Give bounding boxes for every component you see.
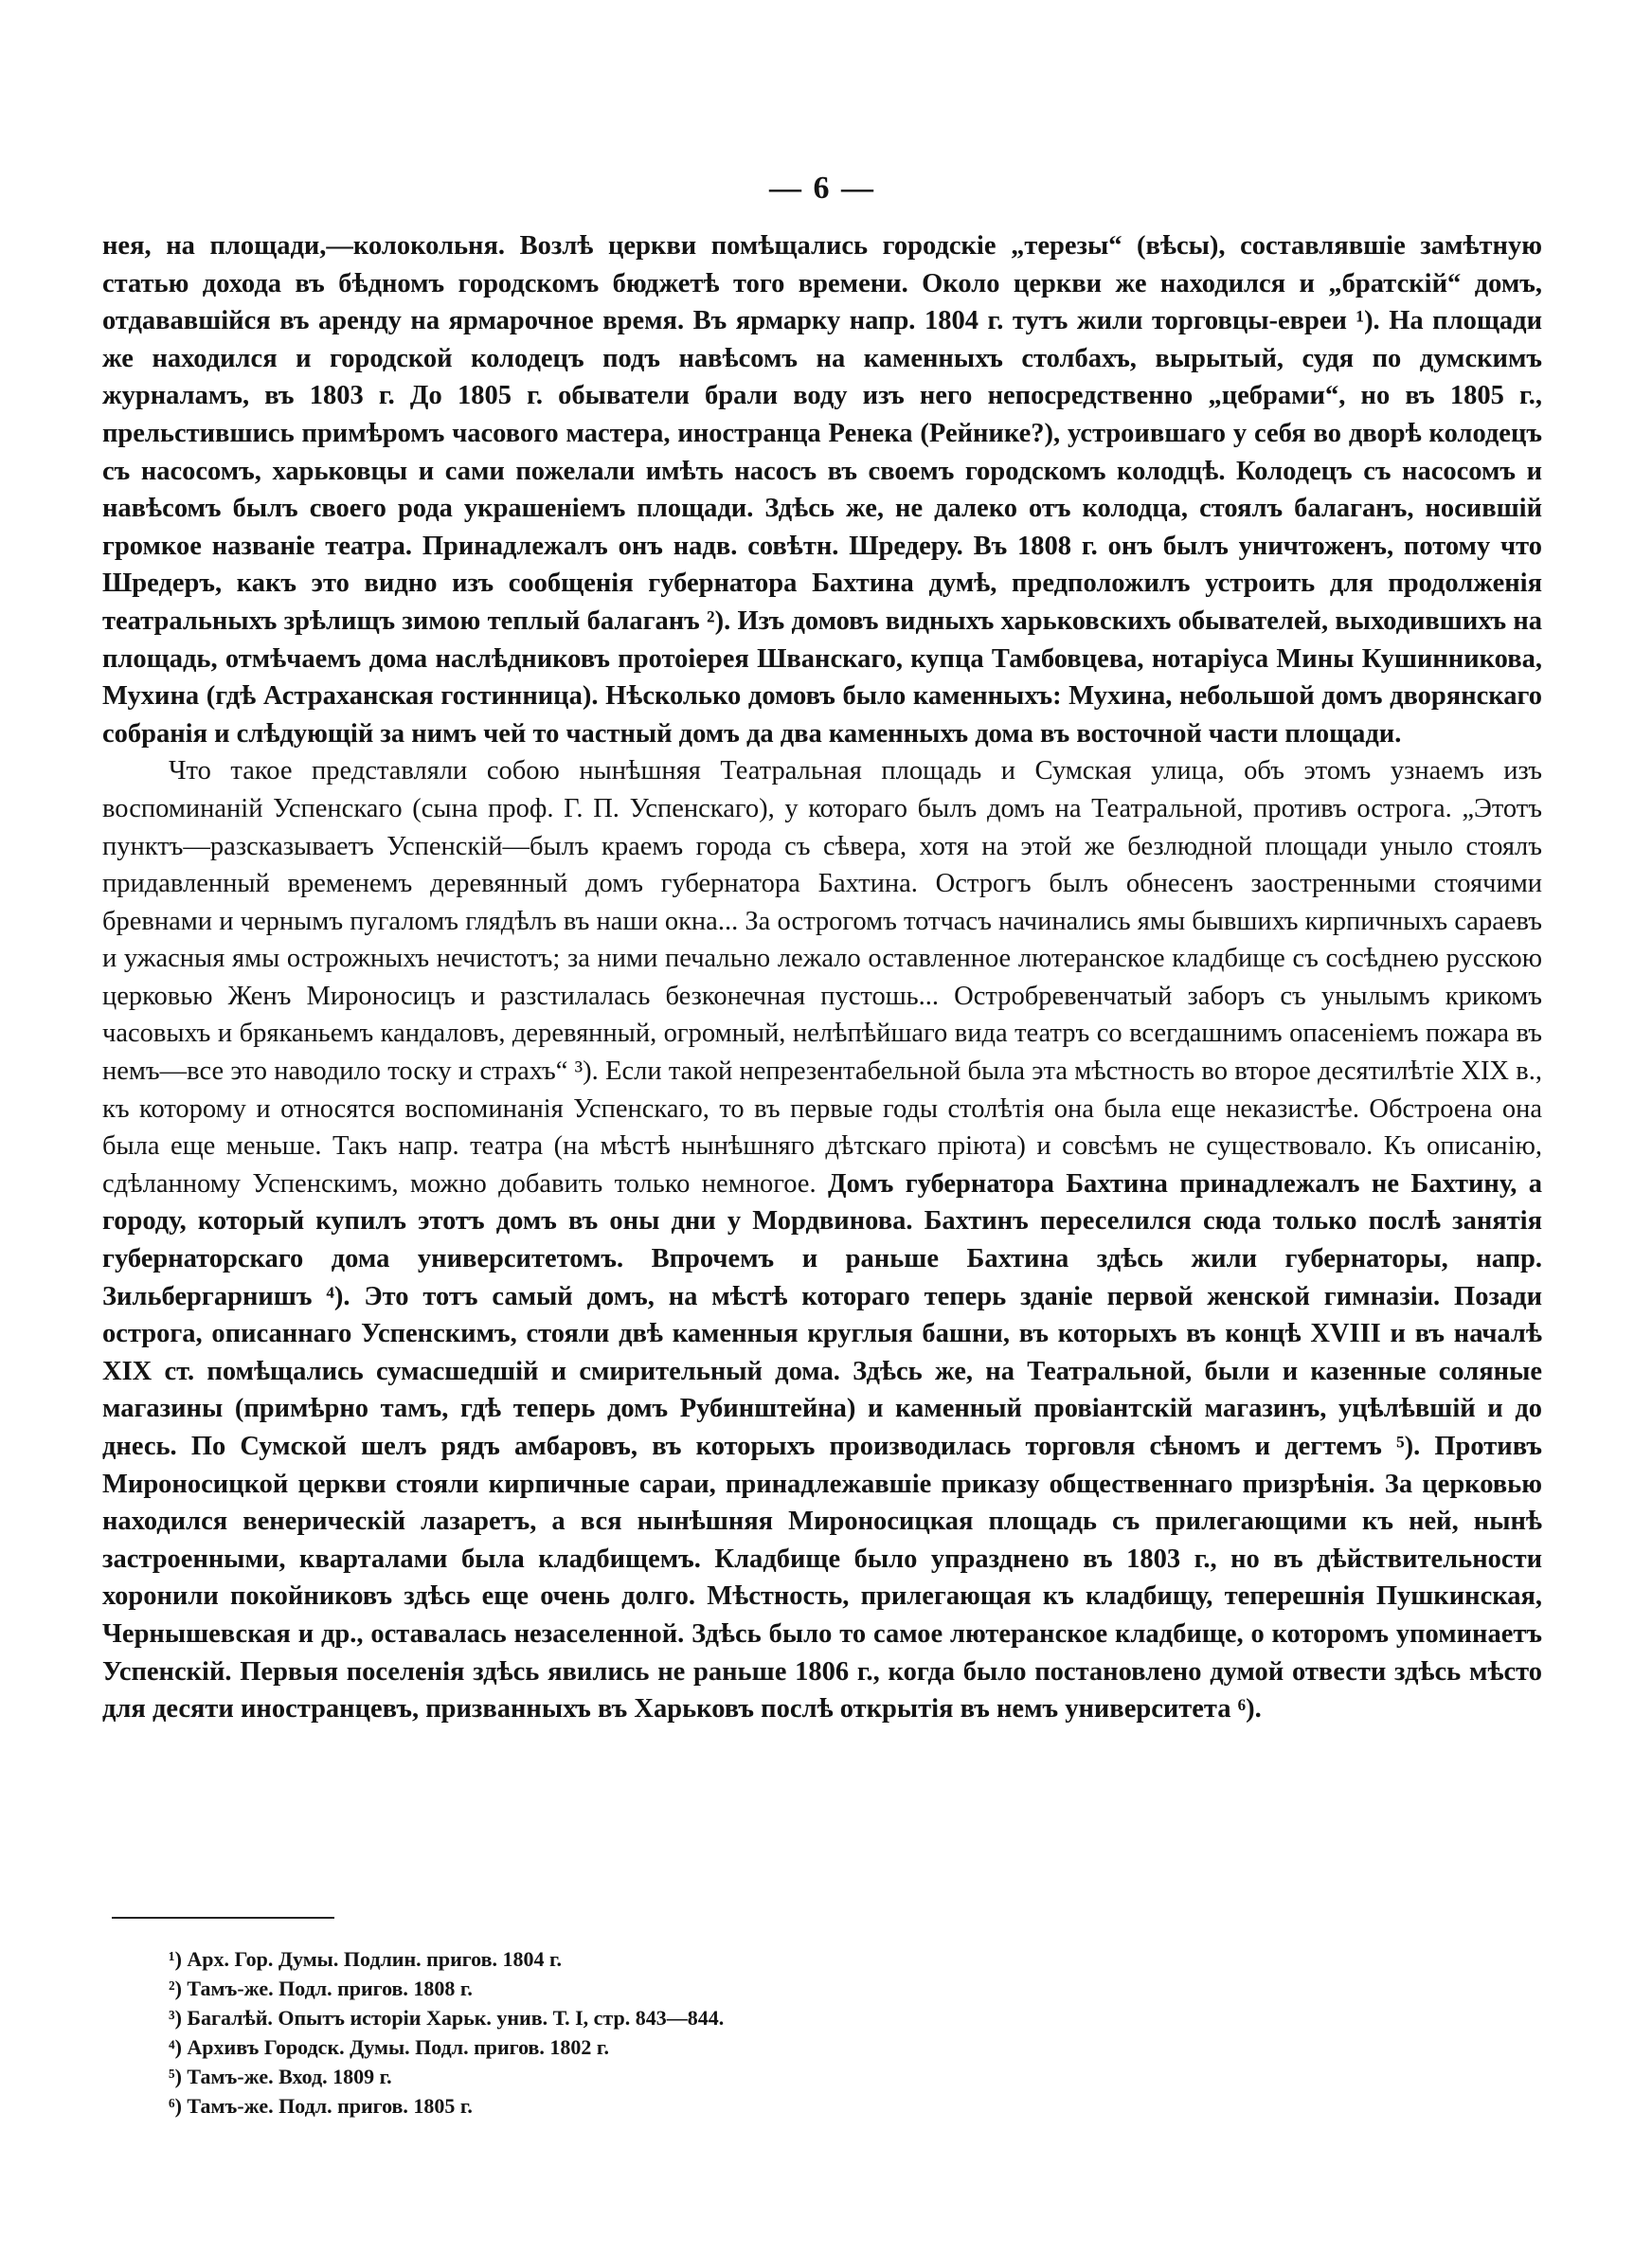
- footnote-6: ⁶) Тамъ-же. Подл. пригов. 1805 г.: [169, 2094, 473, 2118]
- paragraph-1: нея, на площади,—колокольня. Возлѣ церкви помѣщались городскіе „терезы“ (вѣсы), составлявшіе замѣтную статью дохода въ бѣдномъ городскомъ бюджетѣ того времени. Около церкви же находился и „братскій“ домъ, отдававшійся въ аренду на ярмарочное время. Въ ярмарку напр. 1804 г. тутъ жили торговцы-евреи ¹). На площади же находился и городской колодецъ подъ навѣсомъ на каменныхъ столбахъ, вырытый, судя по думскимъ журналамъ, въ 1803 г. До 1805 г. обыватели брали воду изъ него непосредственно „цебрами“, но въ 1805 г., прельстившись примѣромъ часового мастера, иностранца Ренека (Рейнике?), устроившаго у себя во дворѣ колодецъ съ насосомъ, харьковцы и сами пожелали имѣть насосъ въ своемъ городскомъ колодцѣ. Колодецъ съ насосомъ и навѣсомъ былъ своего рода украшеніемъ площади. Здѣсь же, не далеко отъ колодца, стоялъ балаганъ, носившій громкое названіе театра. Принадлежалъ онъ надв. совѣтн. Шредеру. Въ 1808 г. онъ былъ уничтоженъ, потому что Шредеръ, какъ это видно изъ сообщенія губернатора Бахтина думѣ, предположилъ устроить для продолженія театральныхъ зрѣлищъ зимою теплый балаганъ ²). Изъ домовъ видныхъ харьковскихъ обывателей, выходившихъ на площадь, отмѣчаемъ дома наслѣдниковъ протоіерея Шванскаго, купца Тамбовцева, нотаріуса Мины Кушинникова, Мухина (гдѣ Астраханская гостинница). Нѣсколько домовъ было каменныхъ: Мухина, небольшой домъ дворянскаго собранія и слѣдующій за нимъ чей то частный домъ да два каменныхъ дома въ восточной части площади.: [102, 231, 1542, 749]
- footnote-3: ³) Багалѣй. Опытъ исторіи Харьк. унив. Т. I, стр. 843—844.: [169, 2006, 725, 2030]
- paragraph-2: [102, 752, 1542, 1727]
- footnote-5: ⁵) Тамъ-же. Вход. 1809 г.: [169, 2065, 392, 2088]
- footnote-4: ⁴) Архивъ Городск. Думы. Подл. пригов. 1802 г.: [169, 2035, 609, 2059]
- page-number: — 6 —: [769, 171, 875, 206]
- footnote-divider: [112, 1917, 334, 1919]
- footnote-1: ¹) Арх. Гор. Думы. Подлин. пригов. 1804 г.: [169, 1947, 563, 1971]
- footnote-2: ²) Тамъ-же. Подл. пригов. 1808 г.: [169, 1977, 473, 2000]
- paragraph-2-part-a: Что такое представляли собою нынѣшняя Театральная площадь и Сумская улица, объ этомъ узнаемъ изъ воспоминаній Успенскаго (сына проф. Г. П. Успенскаго), у котораго былъ домъ на Театральной, противъ острога. „Этотъ пунктъ—разсказываетъ Успенскій—былъ краемъ города съ сѣвера, хотя на этой же безлюдной площади уныло стоялъ придавленный временемъ деревянный домъ губернатора Бахтина. Острогъ былъ обнесенъ заостренными стоячими бревнами и чернымъ пугаломъ глядѣлъ въ наши окна... За острогомъ тотчасъ начинались ямы бывшихъ кирпичныхъ сараевъ и ужасныя ямы острожныхъ нечистотъ; за ними печально лежало оставленное лютеранское кладбище съ сосѣднею русскою церковью Женъ Мироносицъ и разстилалась безконечная пустошь... Остробревенчатый заборъ съ унылымъ крикомъ часовыхъ и бряканьемъ кандаловъ, деревянный, огромный, нелѣпѣйшаго вида театръ со всегдашнимъ опасеніемъ пожара въ немъ—все это наводило тоску и страхъ“ ³). Если такой непрезентабельной была эта мѣстность во второе десятилѣтіе XIX в., къ которому и относятся воспоминанія Успенскаго, то въ первые годы столѣтія она была еще неказистѣе. Обстроена она была еще меньше. Такъ напр. театра (на мѣстѣ нынѣшняго дѣтскаго пріюта) и совсѣмъ не существовало. Къ описанію, сдѣланному Успенскимъ, можно добавить только немногое.: [102, 756, 1542, 1199]
- document-page: [102, 0, 1542, 2257]
- paragraph-2-part-b: Домъ губернатора Бахтина принадлежалъ не Бахтину, а городу, который купилъ этотъ домъ въ оны дни у Мордвинова. Бахтинъ переселился сюда только послѣ занятія губернаторскаго дома университетомъ. Впрочемъ и раньше Бахтина здѣсь жили губернаторы, напр. Зильбергарнишъ ⁴). Это тотъ самый домъ, на мѣстѣ котораго теперь зданіе первой женской гимназіи. Позади острога, описаннаго Успенскимъ, стояли двѣ каменныя круглыя башни, въ которыхъ въ концѣ XVIII и въ началѣ XIX ст. помѣщались сумасшедшій и смирительный дома. Здѣсь же, на Театральной, были и казенные соляные магазины (примѣрно тамъ, гдѣ теперь домъ Рубинштейна) и каменный провіантскій магазинъ, уцѣлѣвшій и до днесь. По Сумской шелъ рядъ амбаровъ, въ которыхъ производилась торговля сѣномъ и дегтемъ ⁵). Противъ Мироносицкой церкви стояли кирпичные сараи, принадлежавшіе приказу общественнаго призрѣнія. За церковью находился венерическій лазаретъ, а вся нынѣшняя Мироносицкая площадь съ прилегающими къ ней, нынѣ застроенными, кварталами была кладбищемъ. Кладбище было упразднено въ 1803 г., но въ дѣйствительности хоронили покойниковъ здѣсь еще очень долго. Мѣстность, прилегающая къ кладбищу, теперешнія Пушкинская, Чернышевская и др., оставалась незаселенной. Здѣсь было то самое лютеранское кладбище, о которомъ упоминаетъ Успенскій. Первыя поселенія здѣсь явились не раньше 1806 г., когда было постановлено думой отвести здѣсь мѣсто для десяти иностранцевъ, призванныхъ въ Харьковъ послѣ открытія въ немъ университета ⁶).: [102, 1168, 1542, 1724]
- footnotes-list: [169, 1944, 1495, 2121]
- body-text: [102, 227, 1542, 1728]
